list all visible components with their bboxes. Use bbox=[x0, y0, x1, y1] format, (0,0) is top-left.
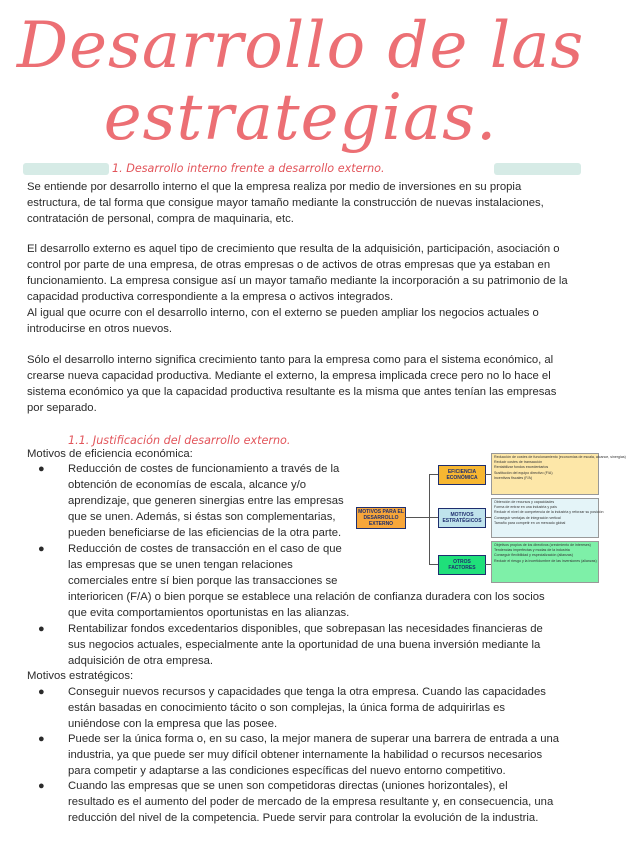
list-item: Obtención de recursos y capacidades bbox=[494, 500, 555, 504]
bullet-icon: ● bbox=[38, 780, 45, 792]
section-1-heading: 1. Desarrollo interno frente a desarrollo externo. bbox=[112, 162, 385, 175]
title-line-1: Desarrollo de las bbox=[16, 9, 585, 83]
item-line: están basadas en conocimiento tácito o son complejas, la única forma de adquirirlas es bbox=[68, 702, 506, 714]
list-item: Conseguir flexibilidad y especialización (alianzas) bbox=[494, 553, 573, 558]
list-item: Forma de entrar en una industria y país bbox=[494, 505, 557, 510]
motives-diagram bbox=[354, 451, 626, 586]
diagram-main-box: MOTIVOS PARA EL DESARROLLO EXTERNO bbox=[356, 507, 406, 529]
bullet-icon: ● bbox=[38, 733, 45, 745]
connector-line bbox=[429, 474, 438, 475]
heading-highlight-right bbox=[494, 163, 581, 175]
section-2-heading: 1.1. Justificación del desarrollo externo. bbox=[68, 434, 291, 447]
item-line: Reducción de costes de funcionamiento a través de la bbox=[68, 463, 340, 475]
branch-efficiency-box: EFICIENCIA ECONÓMICA bbox=[438, 465, 486, 485]
connector-line bbox=[405, 517, 429, 518]
paragraph-external-development: El desarrollo externo es aquel tipo de crecimiento que resulta de la adquisición, participación, asociación o control por parte de una empresa, de otras empresas o de activos de otras empresas que ya estaban en funcionamiento. La empresa consigue así un mayor tamaño mediante la incorporación a su patrimonio de la capacidad productiva correspondiente a la empresa o activos integrados. bbox=[27, 243, 568, 303]
bullet-icon: ● bbox=[38, 543, 45, 555]
item-line: uniéndose con la empresa que las posee. bbox=[68, 718, 278, 730]
item-line: resultado es el aumento del poder de mercado de la empresa resultante y, en consecuencia, una bbox=[68, 796, 554, 808]
item-line: reducción del nivel de la competencia. Puede servir para controlar la evolución de la industria. bbox=[68, 812, 539, 824]
item-line: las empresas que se unen tengan relaciones bbox=[68, 559, 293, 571]
branch-strategic-box: MOTIVOS ESTRATÉGICOS bbox=[438, 508, 486, 528]
item-line: Rentabilizar fondos excedentarios disponibles, que sobrepasan las necesidades financieras de bbox=[68, 623, 543, 635]
connector-line bbox=[429, 564, 438, 565]
item-line: Conseguir nuevos recursos y capacidades que tenga la otra empresa. Cuando las capacidades bbox=[68, 686, 546, 698]
item-line: industria, ya que puede ser muy difícil obtener internamente la habilidad o recursos necesarios bbox=[68, 749, 543, 761]
branch-efficiency-list bbox=[491, 453, 626, 495]
list-item: Objetivos propios de los directivos (crecimiento de intereses) bbox=[494, 543, 591, 547]
item-line: obtención de economías de escala, alcance y/o bbox=[68, 479, 307, 491]
item-line: sus negocios actuales, especialmente ante la oportunidad de una buena inversión mediante la bbox=[68, 639, 541, 651]
connector-line bbox=[429, 474, 430, 564]
item-line: aprendizaje, que generen sinergias entre las empresas bbox=[68, 495, 344, 507]
item-line: para competir y adaptarse a las condiciones específicas del nuevo entorno competitivo. bbox=[68, 765, 506, 777]
list-item: Incentivos fiscales (F/A) bbox=[494, 475, 533, 480]
list-item: Tamaño para competir en un mercado global bbox=[494, 520, 566, 525]
title-line-2: estrategias. bbox=[103, 81, 498, 155]
branch-other-list bbox=[491, 541, 599, 583]
branch-other-box: OTROS FACTORES bbox=[438, 555, 486, 575]
item-line: que evita comportamientos oportunistas en las alianzas. bbox=[68, 607, 350, 619]
bullet-icon: ● bbox=[38, 686, 45, 698]
heading-highlight-left bbox=[23, 163, 109, 175]
item-line: adquisición de otra empresa. bbox=[68, 655, 214, 667]
branch-strategic-list bbox=[491, 498, 604, 538]
econ-motives-label: Motivos de eficiencia económica: bbox=[27, 448, 193, 460]
list-item: Rentabilizar fondos excedentarios bbox=[494, 465, 549, 470]
list-item: Reducir el nivel de competencia de la industria y reforzar su posición bbox=[494, 510, 604, 515]
bullet-icon: ● bbox=[38, 463, 45, 475]
list-item: Reducir el riesgo y la incertidumbre de las inversiones (alianzas) bbox=[494, 558, 597, 563]
paragraph-expansion: Al igual que ocurre con el desarrollo interno, con el externo se pueden ampliar los negocios actuales o introducirse en otros nuevos. bbox=[27, 307, 539, 335]
item-line: Puede ser la única forma o, en su caso, la mejor manera de superar una barrera de entrada a una bbox=[68, 733, 560, 745]
item-line: Reducción de costes de transacción en el caso de que bbox=[68, 543, 342, 555]
item-line: Cuando las empresas que se unen son competidoras directas (uniones horizontales), el bbox=[68, 780, 508, 792]
item-line: interioricen (F/A) o bien porque se establece una relación de confianza duradera con los socios bbox=[68, 591, 545, 603]
list-item: Conseguir ventajas de integración vertical bbox=[494, 515, 561, 520]
paragraph-economic-system: Sólo el desarrollo interno significa crecimiento tanto para la empresa como para el sistema económico, al crearse nueva capacidad productiva. Mediante el externo, la empresa implicada crece pero no lo hace el sistema económico ya que la capacidad productiva resultante es la misma que antes tenían las empresas por separado. bbox=[27, 354, 557, 414]
item-line: pueden beneficiarse de las eficiencias de la otra parte. bbox=[68, 527, 342, 539]
list-item: Reducir costes de transacción bbox=[494, 460, 543, 465]
connector-line bbox=[429, 517, 438, 518]
list-item: Reducción de costes de funcionamiento (economías de escala, alcance, sinergias) bbox=[494, 455, 626, 459]
item-line: que se unen. Además, si éstas son complementarias, bbox=[68, 511, 336, 523]
list-item: Sustitución del equipo directivo (F/A) bbox=[494, 470, 553, 475]
strategic-motives-label: Motivos estratégicos: bbox=[27, 670, 134, 682]
paragraph-internal-development: Se entiende por desarrollo interno el que la empresa realiza por medio de inversiones en su propia estructura, de tal forma que consigue mayor tamaño mediante la construcción de nuevas instalaciones, contratación de personal, compra de maquinaria, etc. bbox=[27, 181, 544, 225]
list-item: Tendencias imperfectas y modas de la industria bbox=[494, 548, 570, 553]
item-line: comerciales entre sí bien porque las transacciones se bbox=[68, 575, 338, 587]
bullet-icon: ● bbox=[38, 623, 45, 635]
